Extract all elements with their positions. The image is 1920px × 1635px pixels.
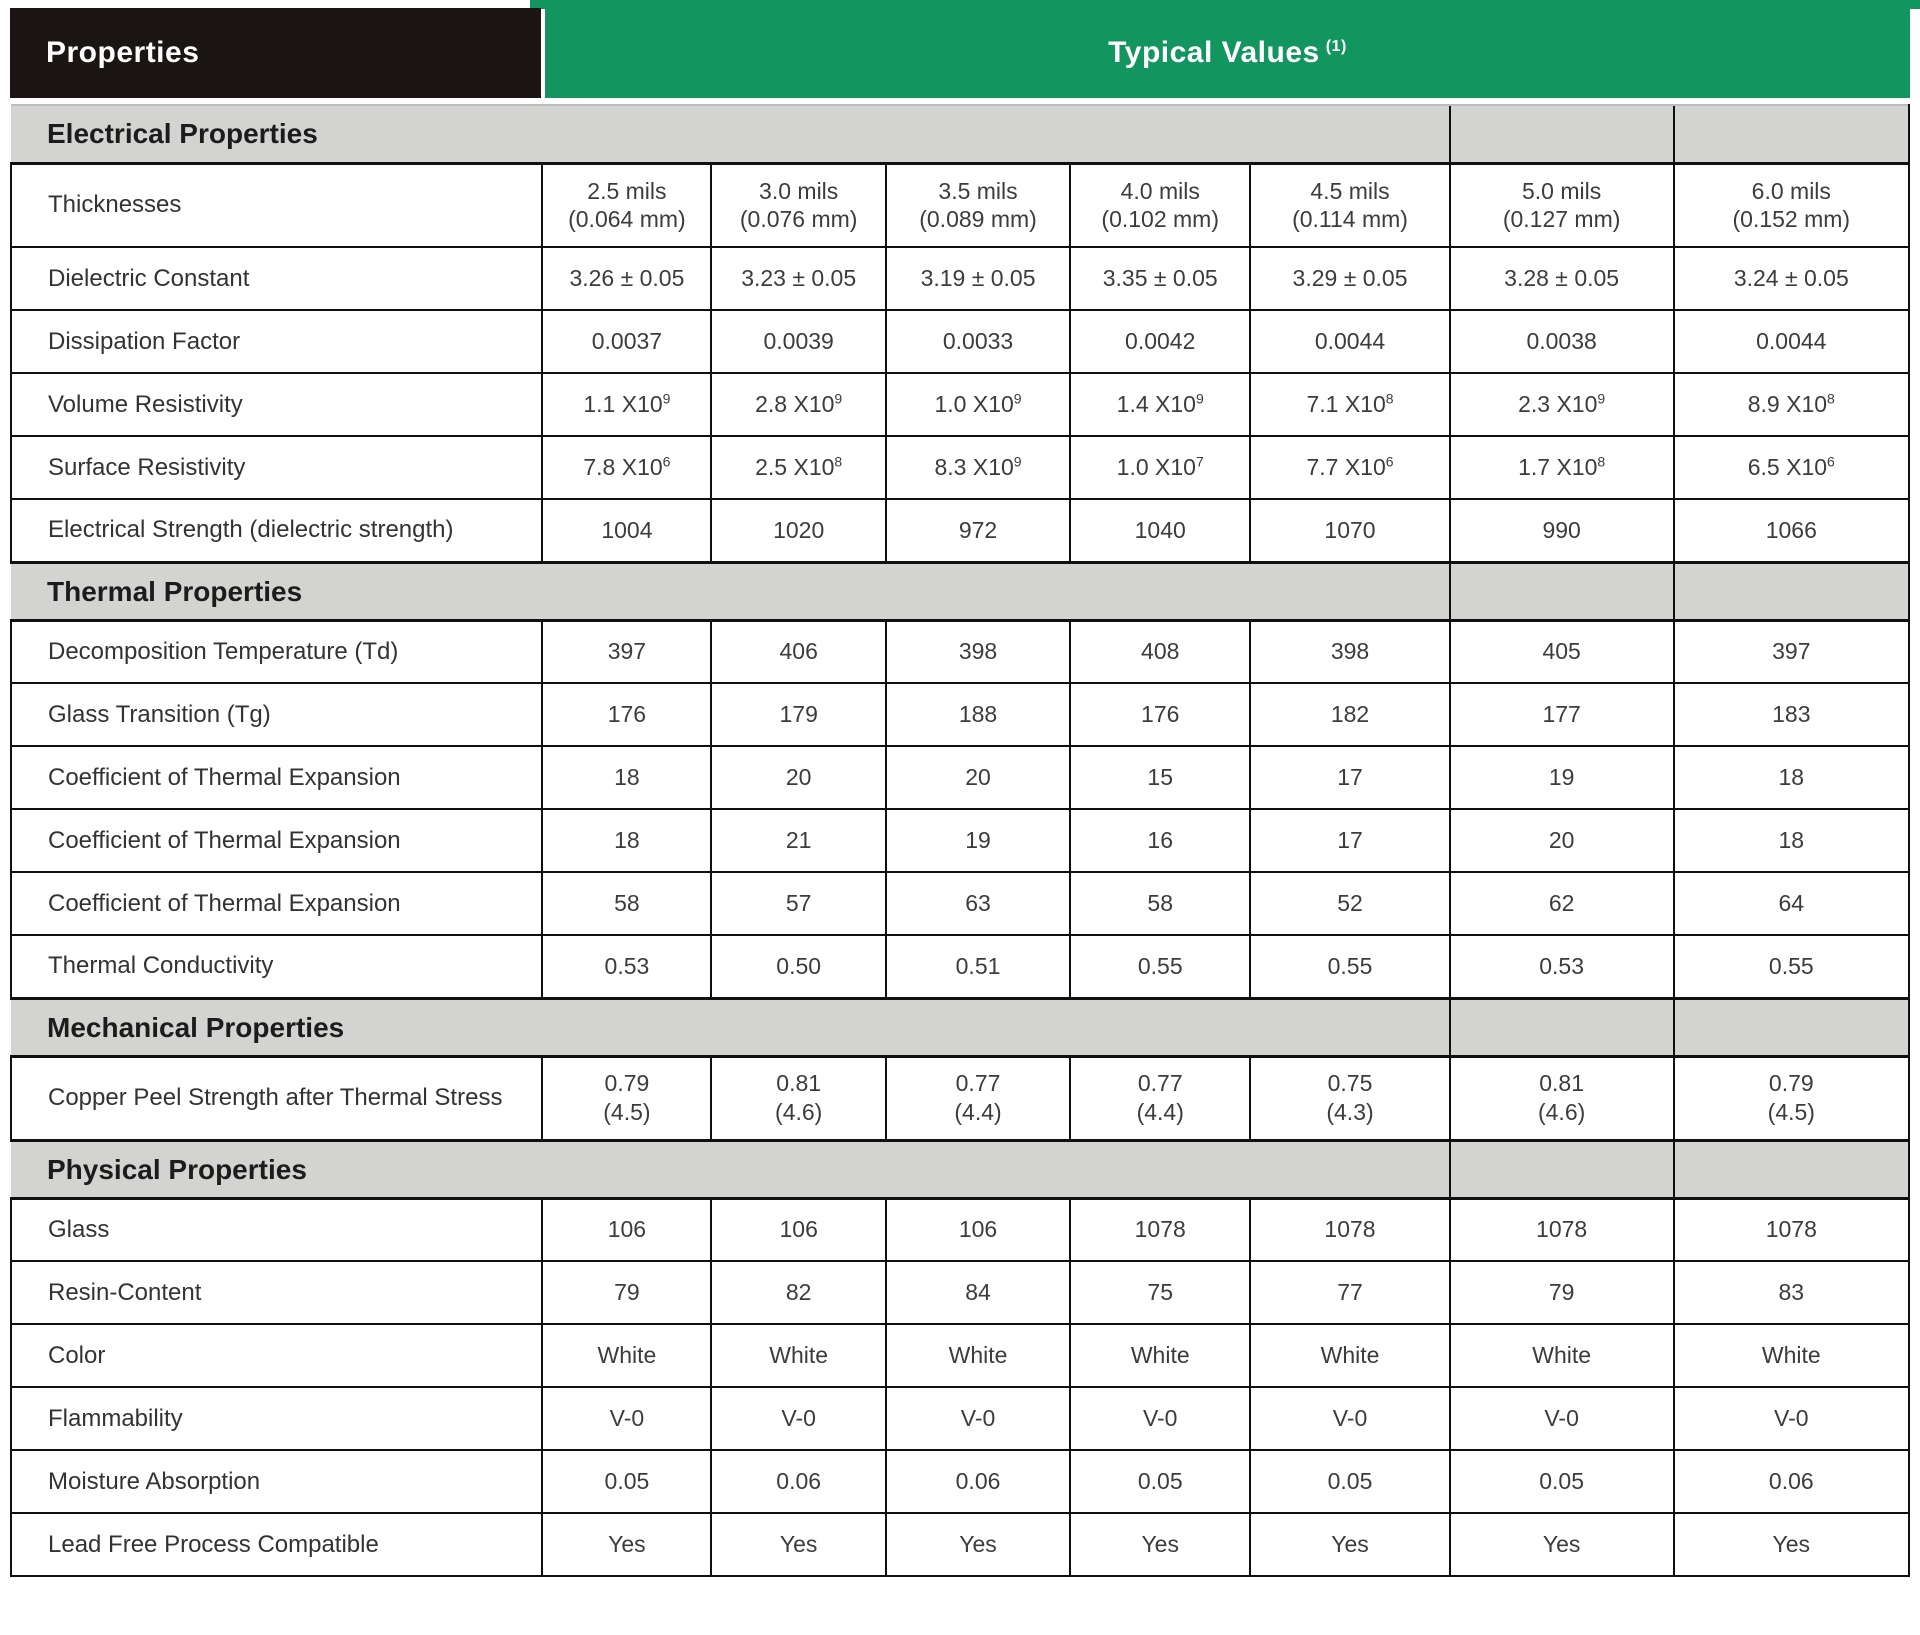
value-cell: 79 <box>1450 1261 1674 1324</box>
value-cell: 1078 <box>1250 1198 1449 1261</box>
row-label: Coefficient of Thermal Expansion <box>11 746 542 809</box>
properties-header-cell: Properties <box>10 8 541 98</box>
table-row <box>11 163 1909 247</box>
value-cell: 0.06 <box>886 1450 1070 1513</box>
value-cell: 1066 <box>1674 499 1909 562</box>
value-cell: 62 <box>1450 872 1674 935</box>
value-cell: White <box>1450 1324 1674 1387</box>
row-label: Glass <box>11 1198 542 1261</box>
value-cell: 4.5 mils (0.114 mm) <box>1250 163 1449 247</box>
value-cell: 176 <box>1070 683 1250 746</box>
value-cell: 0.53 <box>542 935 711 998</box>
section-title: Thermal Properties <box>11 562 1450 620</box>
value-cell: 5.0 mils (0.127 mm) <box>1450 163 1674 247</box>
typical-values-footnote-marker: (1) <box>1325 38 1347 55</box>
row-label: Flammability <box>11 1387 542 1450</box>
value-cell: 2.5 mils (0.064 mm) <box>542 163 711 247</box>
section-row <box>11 998 1909 1056</box>
value-cell: 106 <box>886 1198 1070 1261</box>
value-cell: 0.79 (4.5) <box>542 1056 711 1140</box>
value-cell: 408 <box>1070 620 1250 683</box>
value-cell: 0.05 <box>542 1450 711 1513</box>
value-cell: 3.35 ± 0.05 <box>1070 247 1250 310</box>
section-pad-cell <box>1674 1140 1909 1198</box>
value-cell: V-0 <box>1070 1387 1250 1450</box>
value-cell: 2.8 $X10^9$ <box>711 373 886 436</box>
value-cell: 79 <box>542 1261 711 1324</box>
value-cell: 405 <box>1450 620 1674 683</box>
value-cell: V-0 <box>1250 1387 1449 1450</box>
value-cell: 15 <box>1070 746 1250 809</box>
value-cell: 179 <box>711 683 886 746</box>
value-cell: 3.24 ± 0.05 <box>1674 247 1909 310</box>
value-cell: 0.0037 <box>542 310 711 373</box>
value-cell: 1.0 $X10^9$ <box>886 373 1070 436</box>
table-row <box>11 499 1909 562</box>
typical-values-label: Typical Values <box>1108 36 1320 69</box>
value-cell: 0.55 <box>1250 935 1449 998</box>
row-label: Thicknesses <box>11 163 542 247</box>
value-cell: White <box>1674 1324 1909 1387</box>
value-cell: 106 <box>711 1198 886 1261</box>
table-row <box>11 809 1909 872</box>
table-row <box>11 620 1909 683</box>
value-cell: 0.75 (4.3) <box>1250 1056 1449 1140</box>
properties-table-container <box>10 8 1910 1577</box>
value-cell: 2.3 $X10^9$ <box>1450 373 1674 436</box>
value-cell: Yes <box>711 1513 886 1576</box>
table-row <box>11 1450 1909 1513</box>
section-pad-cell <box>1674 105 1909 163</box>
value-cell: 3.19 ± 0.05 <box>886 247 1070 310</box>
value-cell: 57 <box>711 872 886 935</box>
value-cell: White <box>886 1324 1070 1387</box>
value-cell: 0.77 (4.4) <box>886 1056 1070 1140</box>
value-cell: 0.81 (4.6) <box>711 1056 886 1140</box>
table-row <box>11 310 1909 373</box>
value-cell: 1004 <box>542 499 711 562</box>
value-cell: V-0 <box>1674 1387 1909 1450</box>
value-cell: 19 <box>1450 746 1674 809</box>
row-label: Glass Transition (Tg) <box>11 683 542 746</box>
value-cell: 77 <box>1250 1261 1449 1324</box>
value-cell: 20 <box>886 746 1070 809</box>
value-cell: 0.0042 <box>1070 310 1250 373</box>
value-cell: 3.29 ± 0.05 <box>1250 247 1449 310</box>
row-label: Coefficient of Thermal Expansion <box>11 809 542 872</box>
value-cell: 84 <box>886 1261 1070 1324</box>
value-cell: 0.79 (4.5) <box>1674 1056 1909 1140</box>
table-row <box>11 247 1909 310</box>
table-row <box>11 1513 1909 1576</box>
value-cell: 7.7 $X10^6$ <box>1250 436 1449 499</box>
value-cell: 397 <box>542 620 711 683</box>
value-cell: 58 <box>542 872 711 935</box>
value-cell: 0.0038 <box>1450 310 1674 373</box>
value-cell: 20 <box>1450 809 1674 872</box>
value-cell: 0.06 <box>1674 1450 1909 1513</box>
value-cell: 3.26 ± 0.05 <box>542 247 711 310</box>
row-label: Surface Resistivity <box>11 436 542 499</box>
value-cell: 1.0 $X10^7$ <box>1070 436 1250 499</box>
value-cell: 1.7 $X10^8$ <box>1450 436 1674 499</box>
table-row <box>11 436 1909 499</box>
value-cell: 6.0 mils (0.152 mm) <box>1674 163 1909 247</box>
section-pad-cell <box>1450 105 1674 163</box>
value-cell: 0.53 <box>1450 935 1674 998</box>
value-cell: 16 <box>1070 809 1250 872</box>
table-row <box>11 1056 1909 1140</box>
table-row <box>11 872 1909 935</box>
value-cell: White <box>711 1324 886 1387</box>
value-cell: 8.9 $X10^8$ <box>1674 373 1909 436</box>
value-cell: Yes <box>1250 1513 1449 1576</box>
row-label: Volume Resistivity <box>11 373 542 436</box>
value-cell: 83 <box>1674 1261 1909 1324</box>
row-label: Electrical Strength (dielectric strength) <box>11 499 542 562</box>
table-row <box>11 935 1909 998</box>
value-cell: 64 <box>1674 872 1909 935</box>
value-cell: 82 <box>711 1261 886 1324</box>
table-row <box>11 1261 1909 1324</box>
row-label: Moisture Absorption <box>11 1450 542 1513</box>
value-cell: V-0 <box>542 1387 711 1450</box>
value-cell: 18 <box>542 746 711 809</box>
value-cell: 21 <box>711 809 886 872</box>
value-cell: 2.5 $X10^8$ <box>711 436 886 499</box>
table-row <box>11 1324 1909 1387</box>
value-cell: V-0 <box>886 1387 1070 1450</box>
value-cell: 397 <box>1674 620 1909 683</box>
value-cell: 63 <box>886 872 1070 935</box>
value-cell: 1040 <box>1070 499 1250 562</box>
value-cell: Yes <box>886 1513 1070 1576</box>
section-row <box>11 105 1909 163</box>
value-cell: 18 <box>1674 746 1909 809</box>
value-cell: V-0 <box>711 1387 886 1450</box>
section-title: Physical Properties <box>11 1140 1450 1198</box>
value-cell: 3.23 ± 0.05 <box>711 247 886 310</box>
value-cell: 176 <box>542 683 711 746</box>
value-cell: 106 <box>542 1198 711 1261</box>
row-label: Decomposition Temperature (Td) <box>11 620 542 683</box>
value-cell: 1070 <box>1250 499 1449 562</box>
value-cell: 990 <box>1450 499 1674 562</box>
value-cell: 1020 <box>711 499 886 562</box>
row-label: Dissipation Factor <box>11 310 542 373</box>
value-cell: 3.0 mils (0.076 mm) <box>711 163 886 247</box>
value-cell: 0.05 <box>1250 1450 1449 1513</box>
section-row <box>11 1140 1909 1198</box>
value-cell: 3.5 mils (0.089 mm) <box>886 163 1070 247</box>
section-pad-cell <box>1450 998 1674 1056</box>
value-cell: 20 <box>711 746 886 809</box>
value-cell: 6.5 $X10^6$ <box>1674 436 1909 499</box>
value-cell: 17 <box>1250 746 1449 809</box>
value-cell: 1.4 $X10^9$ <box>1070 373 1250 436</box>
value-cell: 7.8 $X10^6$ <box>542 436 711 499</box>
value-cell: 0.0039 <box>711 310 886 373</box>
value-cell: 0.0044 <box>1674 310 1909 373</box>
section-pad-cell <box>1674 562 1909 620</box>
value-cell: Yes <box>1674 1513 1909 1576</box>
value-cell: Yes <box>1070 1513 1250 1576</box>
value-cell: 0.50 <box>711 935 886 998</box>
value-cell: 0.05 <box>1450 1450 1674 1513</box>
value-cell: 18 <box>542 809 711 872</box>
row-label: Resin-Content <box>11 1261 542 1324</box>
section-pad-cell <box>1674 998 1909 1056</box>
row-label: Coefficient of Thermal Expansion <box>11 872 542 935</box>
value-cell: 398 <box>1250 620 1449 683</box>
value-cell: Yes <box>1450 1513 1674 1576</box>
table-row <box>11 1387 1909 1450</box>
value-cell: Yes <box>542 1513 711 1576</box>
value-cell: 0.05 <box>1070 1450 1250 1513</box>
value-cell: 0.0044 <box>1250 310 1449 373</box>
value-cell: White <box>1070 1324 1250 1387</box>
value-cell: 0.77 (4.4) <box>1070 1056 1250 1140</box>
value-cell: White <box>1250 1324 1449 1387</box>
table-row <box>11 1198 1909 1261</box>
value-cell: White <box>542 1324 711 1387</box>
value-cell: 17 <box>1250 809 1449 872</box>
value-cell: 75 <box>1070 1261 1250 1324</box>
row-label: Copper Peel Strength after Thermal Stress <box>11 1056 542 1140</box>
value-cell: 182 <box>1250 683 1449 746</box>
value-cell: 0.06 <box>711 1450 886 1513</box>
value-cell: 0.55 <box>1674 935 1909 998</box>
value-cell: 0.81 (4.6) <box>1450 1056 1674 1140</box>
typical-values-header-cell <box>545 8 1910 98</box>
value-cell: 7.1 $X10^8$ <box>1250 373 1449 436</box>
value-cell: 406 <box>711 620 886 683</box>
table-header-band <box>10 8 1910 98</box>
value-cell: 1078 <box>1070 1198 1250 1261</box>
value-cell: 398 <box>886 620 1070 683</box>
properties-table <box>10 104 1910 1577</box>
value-cell: 1.1 $X10^9$ <box>542 373 711 436</box>
value-cell: 183 <box>1674 683 1909 746</box>
section-title: Mechanical Properties <box>11 998 1450 1056</box>
value-cell: 8.3 $X10^9$ <box>886 436 1070 499</box>
value-cell: 188 <box>886 683 1070 746</box>
value-cell: 0.51 <box>886 935 1070 998</box>
value-cell: 52 <box>1250 872 1449 935</box>
value-cell: 0.0033 <box>886 310 1070 373</box>
row-label: Thermal Conductivity <box>11 935 542 998</box>
row-label: Color <box>11 1324 542 1387</box>
row-label: Lead Free Process Compatible <box>11 1513 542 1576</box>
table-row <box>11 746 1909 809</box>
section-title: Electrical Properties <box>11 105 1450 163</box>
value-cell: 1078 <box>1450 1198 1674 1261</box>
section-pad-cell <box>1450 562 1674 620</box>
value-cell: V-0 <box>1450 1387 1674 1450</box>
table-row <box>11 373 1909 436</box>
table-row <box>11 683 1909 746</box>
value-cell: 4.0 mils (0.102 mm) <box>1070 163 1250 247</box>
value-cell: 0.55 <box>1070 935 1250 998</box>
section-pad-cell <box>1450 1140 1674 1198</box>
value-cell: 18 <box>1674 809 1909 872</box>
value-cell: 58 <box>1070 872 1250 935</box>
value-cell: 1078 <box>1674 1198 1909 1261</box>
value-cell: 3.28 ± 0.05 <box>1450 247 1674 310</box>
value-cell: 19 <box>886 809 1070 872</box>
value-cell: 177 <box>1450 683 1674 746</box>
section-row <box>11 562 1909 620</box>
row-label: Dielectric Constant <box>11 247 542 310</box>
value-cell: 972 <box>886 499 1070 562</box>
